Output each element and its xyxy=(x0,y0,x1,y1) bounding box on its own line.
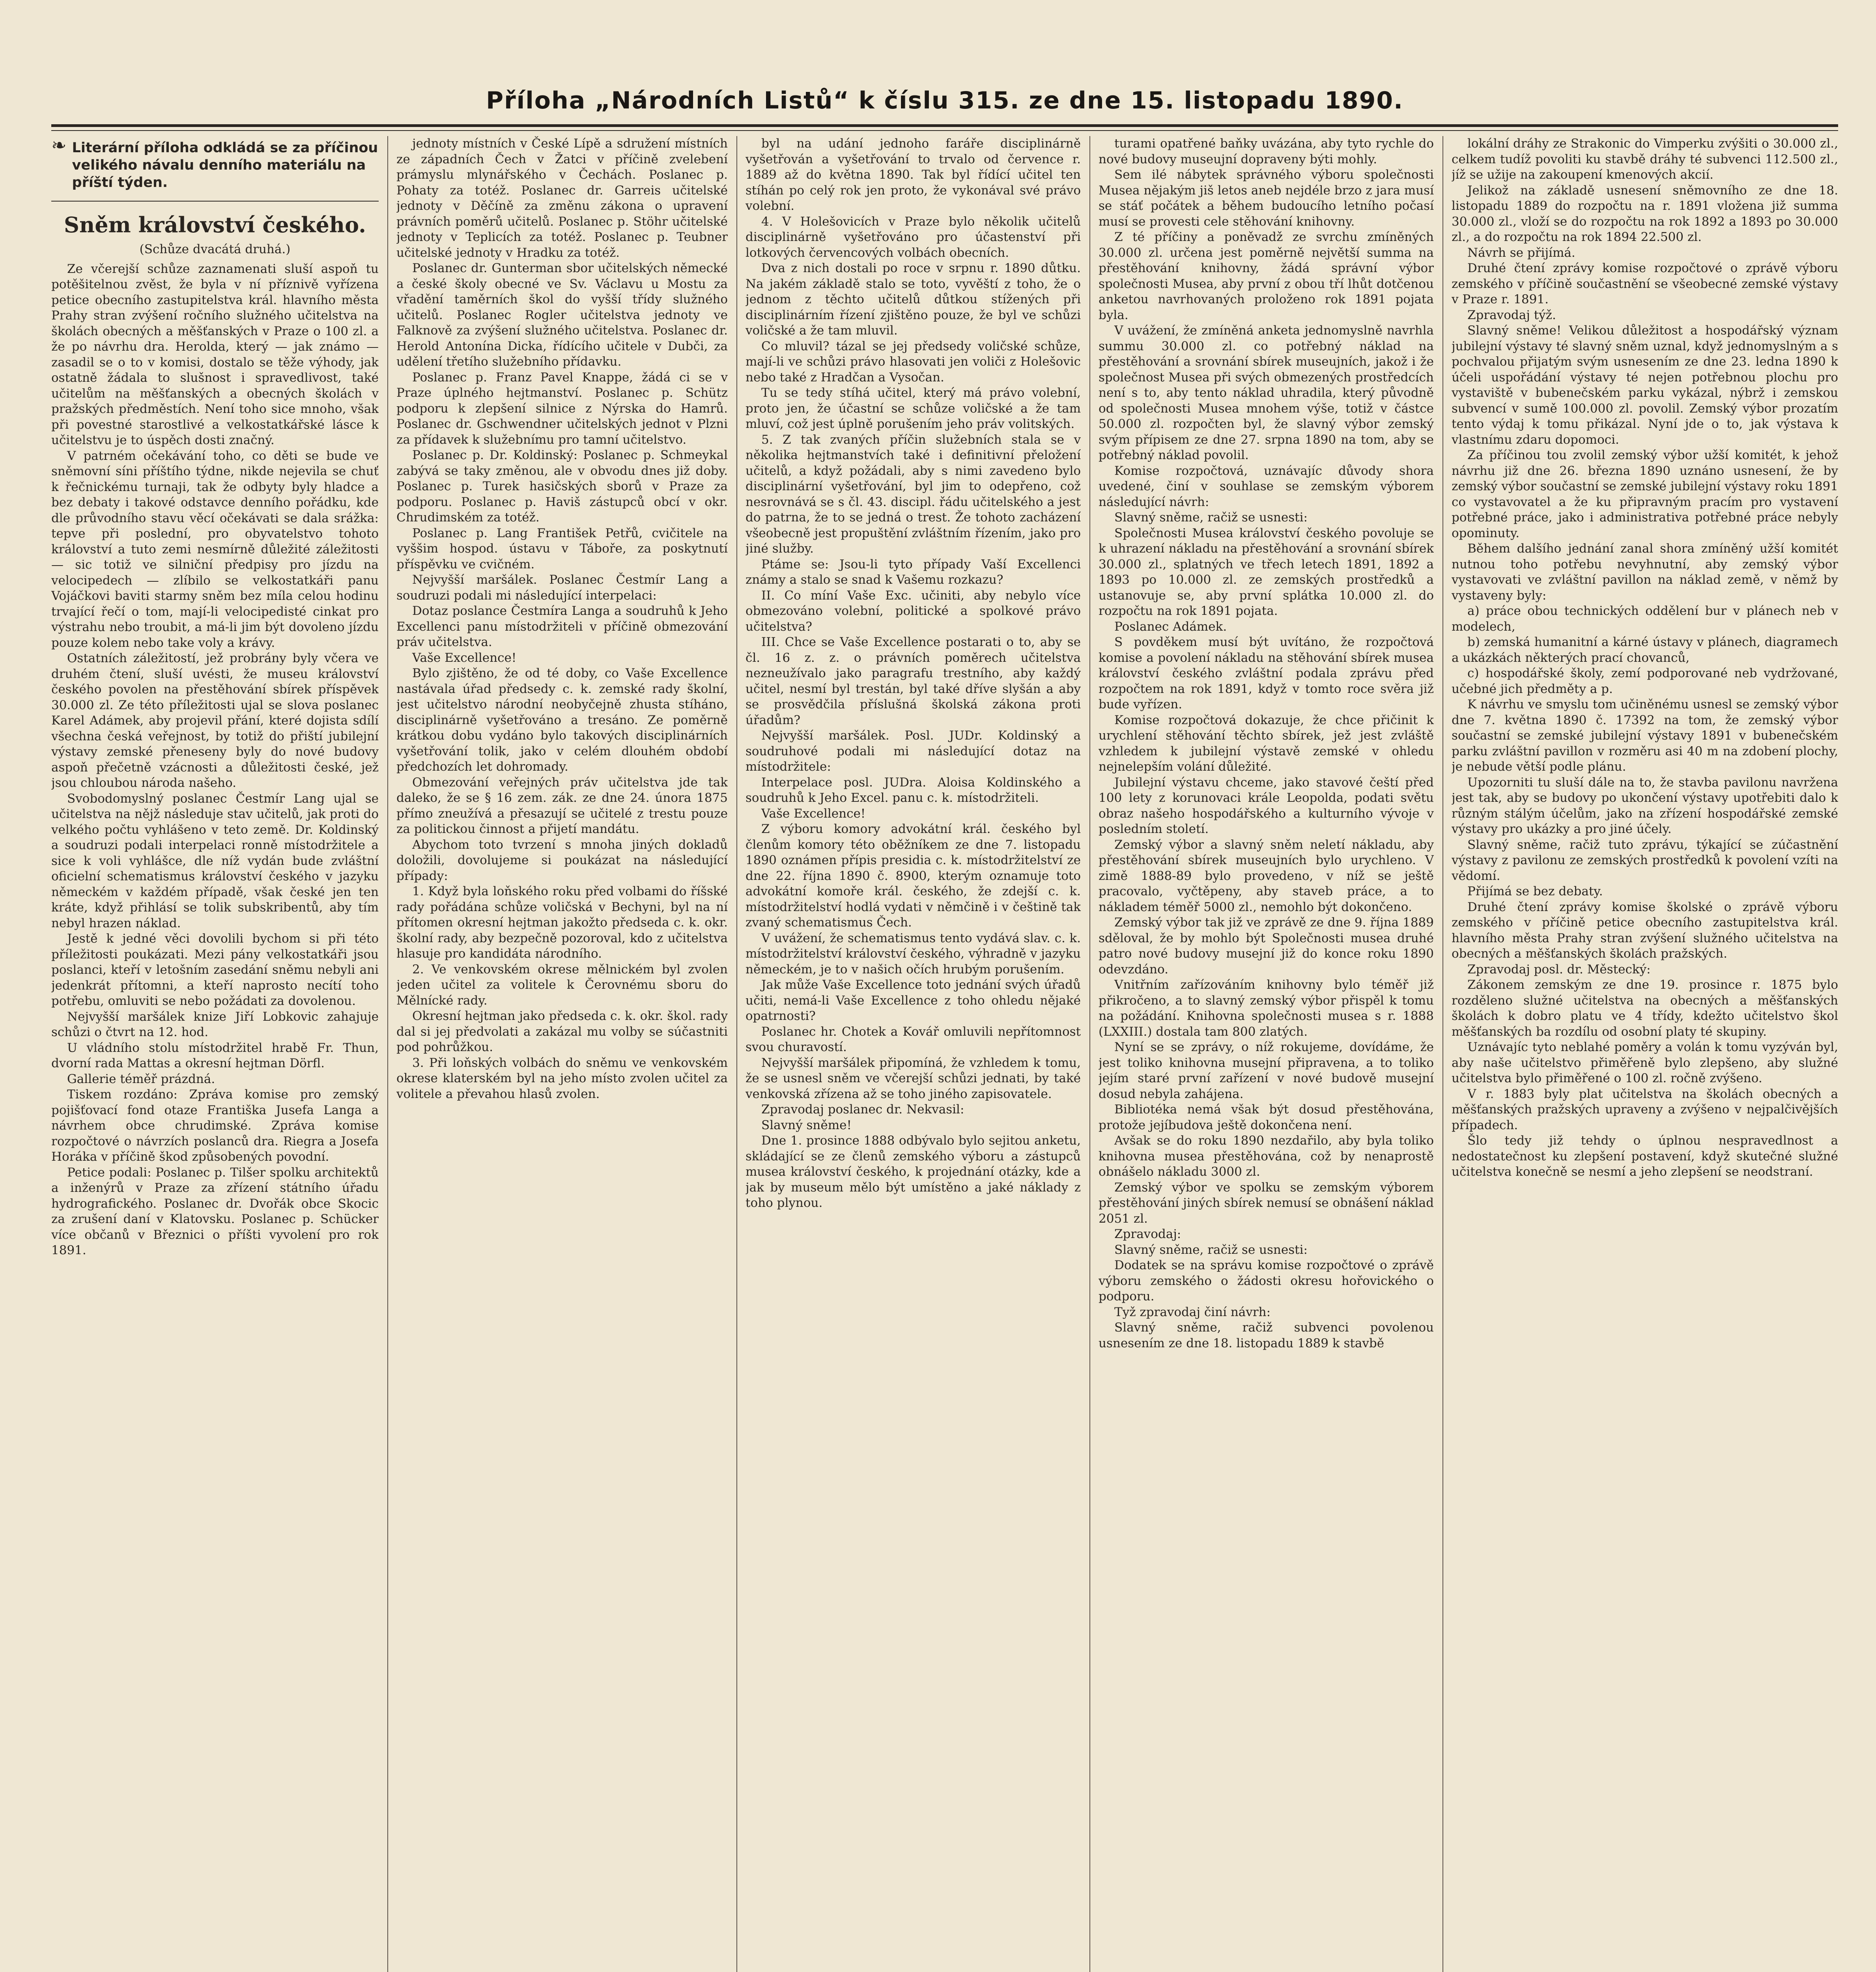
paragraph: Bylo zjištěno, že od té doby, co Vaše Excellence nastávala úřad předsedy c. k. zemské rady školní, jest učitelstvo národní neobyčejně zhusta stíháno, disciplinárně vyšetřováno a tresáno. Ze poměrně krátkou dobu vydáno bylo takových disciplinárních vyšetřování tolik, jako v celém dlouhém období předchozích let dohromady. xyxy=(396,666,728,774)
paragraph: 3. Při loňských volbách do sněmu ve venkovském okrese klaterském byl na jeho místo zvolen učitel za volitele a převahou hlasů zvolen. xyxy=(396,1055,728,1101)
paragraph: Bibliotéka nemá však být dosud přestěhována, protože jejíbudova ještě dokončena není. xyxy=(1099,1102,1434,1132)
paragraph: Ze včerejší schůze zaznamenati sluší aspoň tu potěšitelnou zvěst, že byla v ní příznivě vyřízena petice obecního zastupitelstva král. hlavního města Prahy stran zvýšení ročního služného učitelstva na školách obecných a měšťanských v Praze o 100 zl. a že po návrhu dra. Herolda, který — jak známo — zasadil se o to v komisi, dostalo se těže výhody, jak ostatně žádala to slušnost i spravedlivost, také učitelům na měšťanských a obecných školách v pražských předměstích. Není toho sice mnoho, však při povestné starostlivé a velkostatkářské lásce k učitelstvu je to úspěch dosti značný. xyxy=(51,261,379,447)
paragraph: Poslanec dr. Gunterman sbor učitelských německé a české školy obecné ve Sv. Václavu u Mostu za vřadění taměrních škol do vyšší třídy služného učitelů. Poslanec Rogler učitelstva jednoty ve Falknově za zvýšení služného učitelstva. Poslanec dr. Herold Antonína Dicka, řídícího učitele v Dubči, za udělení třetího služebního přídavku. xyxy=(396,261,728,369)
paragraph: Co mluvil? tázal se jej předsedy voličské schůze, mají-li ve schůzi právo hlasovati jen voliči z Holešovic nebo také z Hradčan a Vysočan. xyxy=(746,339,1081,385)
paragraph: 5. Z tak zvaných příčin služebních stala se v několika hejtmanstvích také i definitivní přeložení učitelů, a když požádali, aby s nimi zavedeno bylo disciplinární vyšetřování, byl jim to odepřeno, což nesrovnává se s čl. 43. discipl. řádu učitelského a jest do patrna, že to se jedná o trest. Že tohoto zacházení všeobecně jest propuštění zvláštním řízením, jako pro jiné služby. xyxy=(746,432,1081,556)
paragraph: S povděkem musí být uvítáno, že rozpočtová komise a povolení nákladu na stěhování sbírek musea království českého zvláštní podala zprávu před rozpočtem na rok 1891, když v tomto roce svěra již bude vyřízen. xyxy=(1099,635,1434,711)
paragraph: Zemský výbor ve spolku se zemským výborem přestěhování jiných sbírek nemusí se obnášení náklad 2051 zl. xyxy=(1099,1180,1434,1226)
paragraph: Poslanec p. Dr. Koldinský: Poslanec p. Schmeykal zabývá se taky změnou, ale v obvodu dnes již doby. Poslanec p. Turek hasičských sborů v Praze za podporu. Poslanec p. Haviš zástupců obcí v okr. Chrudimském za totéž. xyxy=(396,448,728,525)
paragraph: Za příčinou tou zvolil zemský výbor užší komitét, k jehož návrhu již dne 26. března 1890 uznáno usnesení, že by zemský výbor součastní se zemské jubilejní výstavy roku 1891 co vystavovatel a že ku připravným pracím pro vystavení potřebné práce, jako i administrativa potřebné práce nebyly opominuty. xyxy=(1452,448,1838,540)
column-divider xyxy=(387,136,388,1972)
paragraph: Ostatních záležitostí, jež probrány byly včera ve druhém čtení, sluší uvésti, že museu království českého povolen na přestěhování sbírek příspěvek 30.000 zl. Ze této příležitosti ujal se slova poslanec Karel Adámek, aby projevil přání, které dojista sdílí všechna česká veřejnost, by totiž do přiští jubilejní výstavy zemské přeneseny byly do nové budovy aspoň přečetně vzácnosti a důležitosti české, jež jsou chloubou národa našeho. xyxy=(51,651,379,790)
column-3 xyxy=(746,136,1081,1972)
paragraph: Zákonem zemským ze dne 19. prosince r. 1875 bylo rozděleno služné učitelstva na obecných a měšťanských školách k dobro platu ve 4 třídy, kdežto učitelstvo škol měšťanských ba rozdílu od osobní platy té skupiny. xyxy=(1452,978,1838,1039)
paragraph: Slavný sněme! xyxy=(761,1118,852,1132)
paragraph: Vaše Excellence! xyxy=(761,806,866,821)
paragraph: K návrhu ve smyslu tom učiněnému usnesl se zemský výbor dne 7. května 1890 č. 17392 na tom, že zemský výbor součastní se zemské jubilejní výstavy 1891 v bubenečském parku zvláštní pavillon v rozměru asi 40 m na zdobení plochy, je nebude větší podle plánu. xyxy=(1452,697,1838,774)
column-2-body xyxy=(396,136,728,1102)
paragraph: U vládního stolu místodržitel hrabě Fr. Thun, dvorní rada Mattas a okresní hejtman Dörfl. xyxy=(51,1040,379,1070)
paragraph: Jelikož na základě usnesení sněmovního ze dne 18. listopadu 1889 do rozpočtu na r. 1891 vložena již summa 30.000 zl., vloží se do rozpočtu na rok 1892 a 1893 po 30.000 zl., a do rozpočtu na rok 1894 22.500 zl. xyxy=(1452,183,1838,244)
column-4-body xyxy=(1099,136,1434,1351)
paragraph: Během dalšího jednání zanal shora zmíněný užší komitét nutnou toho potřebu nevyhnutní, aby zemský výbor vystavovati ve zvláštní pavillon na náklad země, v němž by vystaveny byly: xyxy=(1452,542,1838,603)
paragraph: Šlo tedy již tehdy o úplnou nespravedlnost a nedostatečnost ku zlepšení postavení, když skutečné služné učitelstva konečně se nesmí a jeho zlepšení se neodstraní. xyxy=(1452,1134,1838,1179)
paragraph: Dva z nich dostali po roce v srpnu r. 1890 důtku. Na jakém základě stalo se toto, vyvěští z toho, že o jednom z těchto učitelů důtkou stížených při disciplinárním řízení zjištěno pouze, že byl ve schůzi voličské a že tam mluvil. xyxy=(746,261,1081,338)
paragraph: Nejvyšší maršálek. Poslanec Čestmír Lang a soudruzi podali mi následující interpelaci: xyxy=(396,573,728,603)
column-2 xyxy=(396,136,728,1972)
paragraph: Slavný sněme, račiž tuto zprávu, týkající se zúčastnění výstavy z pavilonu ze zemských prostředků k povolení vzíti na vědomí. xyxy=(1452,837,1838,883)
column-5-body xyxy=(1452,136,1838,1180)
paragraph: c) hospodářské školy, zemí podporované neb vydržované, učebné jich předměty a p. xyxy=(1452,666,1838,696)
paragraph: Vnitřním zařízováním knihovny bylo téměř již přikročeno, a to slavný zemský výbor přispěl k tomu na požádání. Knihovna společnosti musea s r. 1888 (LXXIII.) dostala tam 800 zlatých. xyxy=(1099,978,1434,1039)
paragraph: Zemský výbor tak již ve zprávě ze dne 9. října 1889 sděloval, že by mohlo být Společnosti musea druhé patro nové budovy musejní již do konce roku 1890 odevzdáno. xyxy=(1099,915,1434,977)
paragraph: Komise rozpočtová, uznávajíc důvody shora uvedené, činí v souhlase se zemským výborem následující návrh: xyxy=(1099,463,1434,509)
paragraph: Dotaz poslance Čestmíra Langa a soudruhů k Jeho Excellenci panu místodržiteli v příčině obmezování práv učitelstva. xyxy=(396,604,728,649)
paragraph: Petice podali: Poslanec p. Tilšer spolku architektů a inženýrů v Praze za zřízení státního úřadu hydrografického. Poslanec dr. Dvořák obce Skocic za zrušení daní v Klatovsku. Poslanec p. Schücker více občanů v Březnici o příšti vyvolení pro rok 1891. xyxy=(51,1165,379,1257)
paragraph: Poslanec Adámek. xyxy=(1114,619,1227,634)
paragraph: Abychom toto tvrzení s mnoha jiných dokladů doložili, dovolujeme si poukázat na následující případy: xyxy=(396,837,728,883)
paragraph: Gallerie téměř prázdná. xyxy=(67,1072,215,1086)
page-header-title: Příloha „Národních Listů“ k číslu 315. ze dne 15. listopadu 1890. xyxy=(486,87,1403,114)
column-divider xyxy=(736,136,737,1972)
article-title: Sněm království českého. xyxy=(64,212,366,237)
column-1 xyxy=(51,136,379,1972)
paragraph: Slavný sněme, račiž se usnesti: xyxy=(1114,510,1308,525)
paragraph: V uvážení, že zmíněná anketa jednomyslně navrhla summu 30.000 zl. co potřebný náklad na přestěhování a srovnání sbírek museujních, jakož i že společnost Musea při svých obmezených prostředcích není s to, aby tento náklad uhradila, který původně od společnosti Musea mnohem výše, totiž v částce 50.000 zl. rozpočten byl, že slavný výbor zemský svým přípisem ze dne 27. srpna 1890 na tom, aby se potřebný náklad povolil. xyxy=(1099,323,1434,462)
paragraph: Vaše Excellence! xyxy=(412,650,517,665)
paragraph: Sem ilé nábytek správného výboru společnosti Musea nějakým jiš letos aneb nejdéle brzo z jara musí se stáť počátek a během budoucího letního počasí musí se provesti cele stěhování knihovny. xyxy=(1099,168,1434,229)
paragraph: Slavný sněme! Velikou důležitost a hospodářský význam jubilejní výstavy té slavný sněm uznal, když jednomyslným a s pochvalou přijatým svým usnesením ze dne 23. ledna 1890 k účeli uspořádání výstavy té nejen potřebnou plochu pro vystaviště v bubenečském parku vykázal, nýbrž i zemskou subvencí v sumě 100.000 zl. povolil. Zemský výbor prozatím tento výdaj k tomu přikázal. Nyní jde o to, jak výstava k vlastnímu zdaru dopomoci. xyxy=(1452,323,1838,447)
paragraph: Okresní hejtman jako předseda c. k. okr. škol. rady dal si jej předvolati a zakázal mu volby se súčastniti pod pohrůžkou. xyxy=(396,1009,728,1054)
paragraph: Komise rozpočtová dokazuje, že chce přičinit k urychlení stěhování těchto sbírek, jež jest zvláště vzhledem k jubilejní výstavě zemské v ohledu nejnelepším volání důležité. xyxy=(1099,713,1434,774)
paragraph: Svobodomyslný poslanec Čestmír Lang ujal se učitelstva na nějž následuje stav učitelů, jak proti do velkého počtu vyhlášeno v teto země. Dr. Koldinský a soudruzi podali interpelaci ronně místodržitele a sice k voli vyhlášce, dle níž vydán bude zvláštní oficielní schematismus království českého v jazyku německém v každém případě, však české jen ten kráte, když přihlásí se tolik subskribentů, aby tím nebyl hrazen náklad. xyxy=(51,791,379,930)
paragraph: Jubilejní výstavu chceme, jako stavové čeští před 100 lety z korunovaci krále Leopolda, podati světu obraz našeho hospodářského a kulturního vývoje v posledním století. xyxy=(1099,775,1434,836)
column-5 xyxy=(1452,136,1838,1972)
paragraph: 1. Když byla loňského roku před volbami do říšské rady pořádána schůze voličská v Bechyni, byl na ní přítomen okresní hejtman jakožto předseda c. k. okr. školní rady, aby bezpečně pozoroval, kdo z učitelstva hlasuje pro kandidáta národního. xyxy=(396,884,728,961)
paragraph: Druhé čtení zprávy komise rozpočtové o zprávě výboru zemského v příčině součastnění se všeobecné zemské výstavy v Praze r. 1891. xyxy=(1452,261,1838,306)
column-3-body xyxy=(746,136,1081,1211)
paragraph: lokální dráhy ze Strakonic do Vimperku zvýšiti o 30.000 zl., celkem tudíž povoliti ku stavbě dráhy té subvenci 112.500 zl., jíž se užije na zakoupení kmenových akcií. xyxy=(1452,136,1838,182)
paragraph: Druhé čtení zprávy komise školské o zprávě výboru zemského v příčině petice obecního zastupitelstva král. hlavního města Prahy stran zvýšení služného učitelstva na obecných a měšťanských školách pražských. xyxy=(1452,900,1838,961)
paragraph: Zpravodaj posl. dr. Městecký: xyxy=(1467,962,1651,977)
paragraph: Nyní se se zprávy, o níž rokujeme, dovídáme, že jest toliko knihovna musejní připravena, a to toliko jejím staré první zařízení v nové budově musejní dosud nebyla zahájena. xyxy=(1099,1040,1434,1101)
paragraph: Nejvyšší maršálek připomíná, že vzhledem k tomu, že se usnesl sněm ve včerejší schůzi jednati, by také venkovská zřízena až se toho jiného zapisovatele. xyxy=(746,1055,1081,1101)
paragraph: Obmezování veřejných práv učitelstva jde tak daleko, že se § 16 zem. zák. ze dne 24. února 1875 přímo zneužívá a přesazují se učitelé z trestu pouze za politickou činnost a přijetí mandátu. xyxy=(396,775,728,836)
paragraph: V r. 1883 byly plat učitelstva na školách obecných a měšťanských pražských upraveny a zvýšeno v nejpalčivějších případech. xyxy=(1452,1087,1838,1132)
paragraph: byl na udání jednoho faráře disciplinárně vyšetřován a vyšetřování to trvalo od července r. 1889 až do května 1890. Tak byl řídící učitel ten stíhán po celý rok jen proto, že vykonával své právo volební. xyxy=(746,136,1081,213)
paragraph: Dodatek se na správu komise rozpočtové o zprávě výboru zemského o žádosti okresu hořovického o podporu. xyxy=(1099,1258,1434,1303)
paragraph: Interpelace posl. JUDra. Aloisa Koldinského a soudruhů k Jeho Excel. panu c. k. místodržiteli. xyxy=(746,775,1081,805)
paragraph: jednoty místních v České Lípě a sdružení místních ze západních Čech v Žatci v příčině zvelebení prámyslu mlynářského v Čechách. Poslanec p. Pohaty za totéž. Poslanec dr. Garreis učitelské jednoty v Děčíně za změnu zákona o upravení právních poměrů učitelů. Poslanec p. Stöhr učitelské jednoty v Teplicích za totéž. Poslanec p. Teubner učitelské jednoty v Hradku za totéž. xyxy=(396,136,728,260)
paragraph: Ptáme se: Jsou-li tyto případy Vaší Excellenci známy a stalo se snad k Vašemu rozkazu? xyxy=(746,557,1081,587)
paragraph: Jestě k jedné věci dovolili bychom si při této příležitosti poukázati. Mezi pány velkostatkáři jsou poslanci, kteří v letošním zasedání sněmu nebyli ani jedenkrát přítomni, a kteří naprosto necítí toho potřebu, omluviti se nebo požádati za dovolenou. xyxy=(51,932,379,1008)
column-divider xyxy=(1089,136,1090,1972)
paragraph: Zpravodaj týž. xyxy=(1467,308,1556,322)
paragraph: Tyž zpravodaj činí návrh: xyxy=(1114,1305,1271,1319)
paragraph: Zpravodaj: xyxy=(1114,1227,1181,1241)
paragraph: Přijímá se bez debaty. xyxy=(1467,884,1603,898)
paragraph: Z té příčiny a poněvadž ze svrchu zmíněných 30.000 zl. určena jest poměrně největší summa na přestěhování knihovny, žádá správní výbor společnosti Musea, aby první z obou tří lhůt dotčenou anketou navrhovaných proloženo rok 1891 pojata byla. xyxy=(1099,230,1434,322)
paragraph: Avšak se do roku 1890 nezdařilo, aby byla toliko knihovna musea přestěhována, což by nenaprostě obnášelo nákladu 3000 zl. xyxy=(1099,1134,1434,1179)
paragraph: Tiskem rozdáno: Zpráva komise pro zemský pojišťovací fond otaze Františka Jusefa Langa a návrhem obce chrudimské. Zpráva komise rozpočtové o návrzích poslanců dra. Riegra a Josefa Horáka v příčině škod způsobených povodní. xyxy=(51,1087,379,1164)
paragraph: III. Chce se Vaše Excellence postarati o to, aby se čl. 16 z. z. o právních poměrech učitelstva nezneužívalo jako paragrafu trestního, aby každý učitel, nesmí byl trestán, byl také dříve slyšán a aby se prosvědčila příslušná školská zákona proti úřadům? xyxy=(746,635,1081,727)
paragraph: Slavný sněme, račiž subvenci povolenou usnesením ze dne 18. listopadu 1889 k stavbě xyxy=(1099,1320,1434,1350)
paragraph: Z výboru komory advokátní král. českého byl členům komory této oběžníkem ze dne 7. listopadu 1890 oznámen přípis presidia c. k. místodržitelství ze dne 22. října 1890 č. 8900, kterým oznamuje toto advokátní komoře král. českého, že zdejší c. k. místodržitelství hodlá vydati v němčině i v češtině tak zvaný schematismus Čech. xyxy=(746,822,1081,930)
paragraph: Zpravodaj poslanec dr. Nekvasil: xyxy=(761,1102,964,1117)
header-rule-thin xyxy=(51,130,1838,131)
paragraph: Nejvyšší maršálek knize Jiří Lobkovic zahajuje schůzi o čtvrt na 12. hod. xyxy=(51,1009,379,1039)
paragraph: a) práce obou technických oddělení bur v plánech neb v modelech, xyxy=(1452,604,1838,634)
paragraph: Nejvyšší maršálek. Posl. JUDr. Koldinský a soudruhové podali mi následující dotaz na místodržitele: xyxy=(746,728,1081,774)
paragraph: Uznávajíc tyto neblahé poměry a volán k tomu vyzýván byl, aby naše učitelstvo přiměřeně bylo zlepšeno, aby služné učitelstva bylo přiměřené o 100 zl. ročně zvýšeno. xyxy=(1452,1040,1838,1085)
paragraph: Návrh se přijímá. xyxy=(1467,245,1575,260)
column-1-body xyxy=(51,261,379,1259)
paragraph: Poslanec p. Lang František Petřů, cvičitele na vyššim hospod. ústavu v Táboře, za poskytnutí příspěvku ve cvičném. xyxy=(396,526,728,571)
paragraph: Poslanec p. Franz Pavel Knappe, žádá ci se v Praze úplného hejtmanství. Poslanec p. Schütz podporu k zlepšení silnice z Nýrska do Hamrů. Poslanec dr. Gschwendner učitelských jednot v Plzni za přídavek k služebnímu pro tamní učitelstvo. xyxy=(396,370,728,447)
paragraph: 4. V Holešovicích v Praze bylo několik učitelů disciplinárně vyšetřováno pro účastenství při lotkových červencových volbách obecních. xyxy=(746,214,1081,260)
paragraph: Jak může Vaše Excellence toto jednání svých úřadů učiti, nemá-li Vaše Excellence z toho ohledu nějaké opatrnosti? xyxy=(746,978,1081,1023)
lead-notice: Literární příloha odkládá se za příčinou velikého návalu denního materiálu na příští týden. xyxy=(72,140,378,190)
header-rule xyxy=(51,124,1838,127)
paragraph: turami opatřené baňky uvázána, aby tyto rychle do nové budovy museujní dopraveny býti mohly. xyxy=(1099,136,1434,166)
paragraph: II. Co míní Vaše Exc. učiniti, aby nebylo více obmezováno volební, politické a spolkové právo učitelstva? xyxy=(746,588,1081,634)
paragraph: Poslanec hr. Chotek a Kovář omluvili nepřítomnost svou churavostí. xyxy=(746,1024,1081,1054)
paragraph: V uvážení, že schematismus tento vydává slav. c. k. místodržitelství království českého, výhradně v jazyku německém, je to v našich očích hrubým porušením. xyxy=(746,931,1081,977)
paragraph: Upozorniti tu sluší dále na to, že stavba pavilonu navržena jest tak, aby se budovy po ukončení výstavy upotřebiti dalo k různým stálým účelům, jako na zřízení hospodářské zemské výstavy pro ukázky a pro jiné účely. xyxy=(1452,775,1838,836)
paragraph: Slavný sněme, račiž se usnesti: xyxy=(1114,1242,1308,1257)
ornament-icon: ❧ xyxy=(51,136,67,156)
paragraph: Zemský výbor a slavný sněm neletí nákladu, aby přestěhování sbírek museujních bylo urychleno. V zimě 1888-89 bylo provedeno, v níž se ještě pracovalo, vyčtěpeny, aby staveb práce, a to nákladem téměř 5000 zl., nemohlo být dokončeno. xyxy=(1099,837,1434,914)
article-subtitle: (Schůze dvacátá druhá.) xyxy=(139,242,291,256)
paragraph: Společnosti Musea království českého povoluje se k uhrazení nákladu na přestěhování a srovnání sbírek 30.000 zl., splatných ve třech letech 1891, 1892 a 1893 po 10.000 zl. ze zemských prostředků a ustanovuje se, aby první splátka 10.000 zl. do rozpočtu na rok 1891 pojata. xyxy=(1099,526,1434,618)
paragraph: Dne 1. prosince 1888 odbývalo bylo sejitou anketu, skládající se ze členů zemského výboru a zástupců musea království českého, k projednání otázky, kde a jak by museum mělo být umístěno a jaké náklady z toho plynou. xyxy=(746,1134,1081,1210)
paragraph: Tu se tedy stíhá učitel, který má právo volební, proto jen, že účastní se schůze voličské a že tam mluví, což jest úplně porušením jeho práv volitských. xyxy=(746,386,1081,431)
column-4 xyxy=(1099,136,1434,1972)
paragraph: 2. Ve venkovském okrese mělnickém byl zvolen jeden učitel za volitele k Čerovnému sboru do Mělnícké rady. xyxy=(396,962,728,1008)
divider xyxy=(51,201,379,202)
paragraph: V patrném očekávání toho, co děti se bude ve sněmovní síni příštího týdne, nikde nejevila se chuť k řečnickému turnaji, tak že odbyty byly hladce a bez debaty i takové odstavce denního pořádku, kde dle průvodního stavu věcí očekávati se dala srážka: tepve při poslední, pro obyvatelstvo tohoto království a tuto zemi nesmírně důležité záležitosti — sic totiž ve silniční předpisy pro jízdu na velocipedech — zlíbilo se velkostatkáři panu Vojáčkovi baviti starmy sněm bez míla celou hodinu trvající řečí o tom, mají-li velocipedisté cinkat pro výstrahu nebo troubit, a má-li jim být dovoleno jízdu pouze kolem nebo take voly a krávy. xyxy=(51,448,379,650)
paragraph: b) zemská humanitní a kárné ústavy v plánech, diagramech a ukázkách některých prací chovanců, xyxy=(1452,635,1838,665)
